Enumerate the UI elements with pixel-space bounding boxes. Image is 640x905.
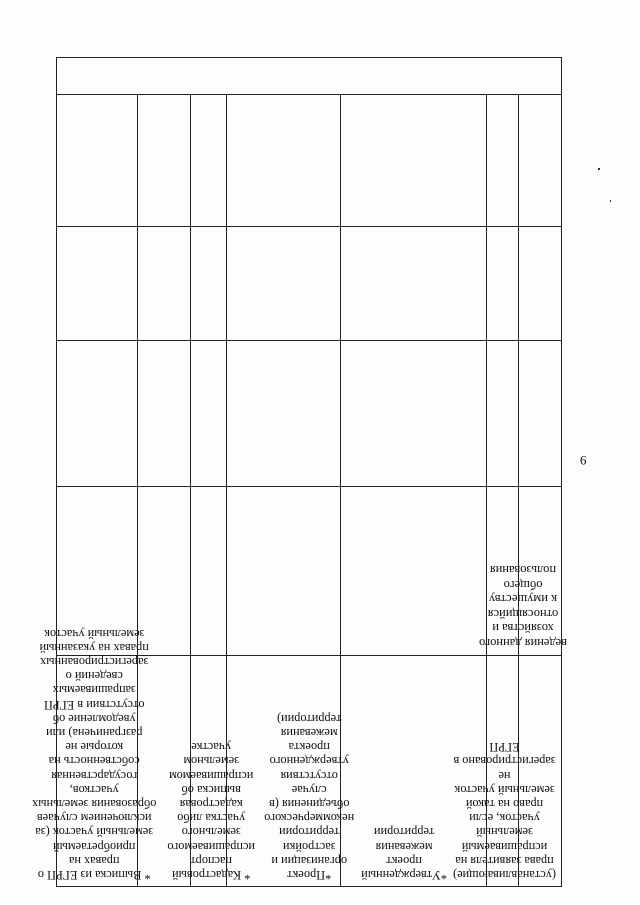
row-divider-1	[56, 226, 562, 227]
row-divider-3	[56, 486, 562, 487]
usage-line-3: к имуществу общего	[488, 578, 558, 607]
scan-artifact-mark	[598, 168, 600, 170]
doc-paragraph-1: (устанавливающие) права заявителя на испрашиваемый земельный участок, если право на такой земельный участок не зарегистрировано в ЕГРП	[453, 740, 556, 882]
doc-paragraph-5: * Выписка из ЕГРП о правах на приобретаемый земельный участок (за исключением случаев образования земельных участков, государственная собственность на которые не разграничена) или уведомление об отсутствии в ЕГРП запрашиваемых сведений о зарегистрированных правах на указанный земельный участок	[32, 626, 157, 882]
usage-line-2: хозяйства и относящийся	[487, 607, 559, 636]
row-divider-2	[56, 340, 562, 341]
doc-paragraph-4: * Кадастровый паспорт испрашиваемого земельного участка либо кадастровая выписка об испрашиваемом земельном участке	[167, 740, 256, 882]
usage-line-1: ведения данного	[479, 636, 567, 650]
doc-paragraph-3: *Проект организации и застройки территории некоммерческого объединения (в случае отсутствия утвержденного проекта межевания территории)	[264, 711, 355, 882]
doc-paragraph-2: *Утвержденный проект межевания территории	[361, 825, 448, 882]
page-number: 9	[580, 453, 587, 468]
usage-line-4: пользования	[489, 563, 557, 578]
scan-artifact-mark	[610, 200, 611, 202]
usage-text-block	[468, 500, 578, 650]
